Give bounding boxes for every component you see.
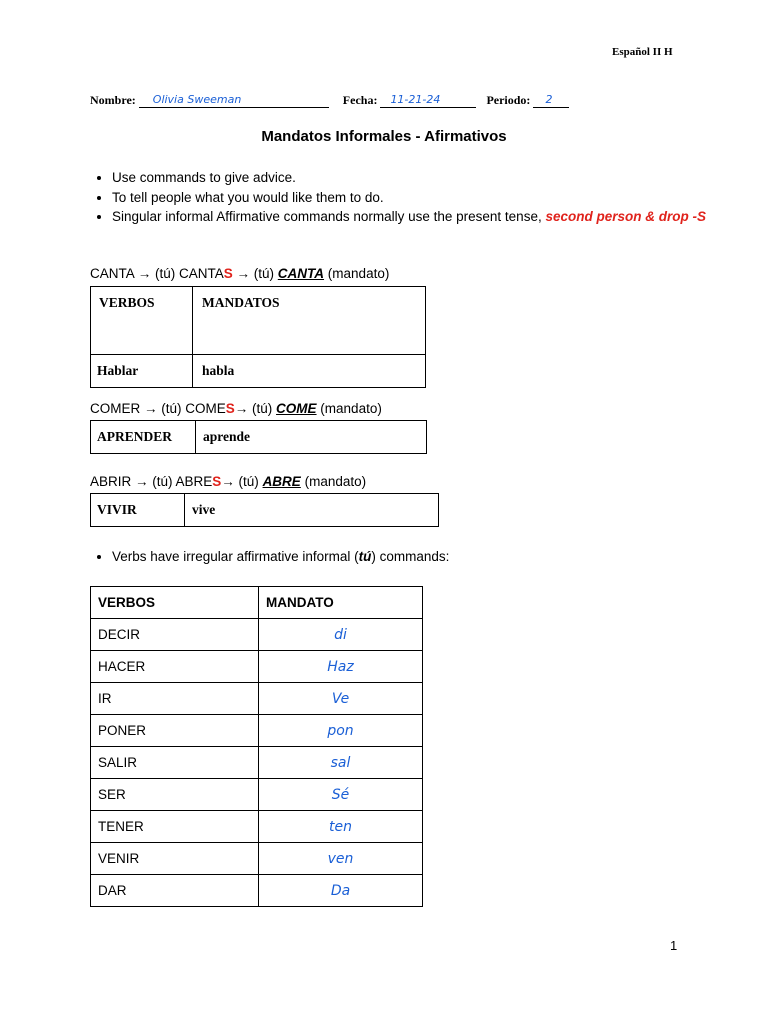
table-cell-verb: PONER — [91, 715, 259, 747]
irregular-commands-table — [90, 586, 423, 907]
example-text: (mandato) — [324, 266, 390, 281]
table-cell-verb: Hablar — [91, 355, 193, 388]
name-field[interactable] — [139, 93, 329, 108]
date-value: 11-21-24 — [390, 93, 441, 106]
example-abrir — [90, 474, 366, 489]
table-cell-verb: VENIR — [91, 843, 259, 875]
dropped-s: S — [225, 401, 235, 416]
table-cell-command: habla — [193, 355, 426, 388]
table-cell-command: di — [259, 619, 423, 651]
bullet-text: ) commands: — [371, 549, 450, 564]
table-cell-command: vive — [185, 494, 439, 527]
bullet-list-irregular — [90, 547, 712, 567]
table-row — [91, 683, 423, 715]
table-row — [91, 875, 423, 907]
table-cell-command: Ve — [259, 683, 423, 715]
info-line — [90, 93, 569, 108]
table-cell-verb: SER — [91, 779, 259, 811]
table-cell-verb: DAR — [91, 875, 259, 907]
command-word: COME — [276, 401, 317, 416]
example-text: (mandato) — [300, 474, 367, 489]
table-cell-command: ten — [259, 811, 423, 843]
verbs-table-1 — [90, 286, 426, 388]
table-cell-verb: HACER — [91, 651, 259, 683]
table-cell-command: sal — [259, 747, 423, 779]
example-text: (mandato) — [316, 401, 382, 416]
bullet-list — [90, 168, 712, 227]
bullet-bold-text: tú — [358, 549, 372, 564]
table-cell-command: aprende — [196, 421, 427, 454]
period-label: Periodo: — [486, 93, 531, 107]
bullet-item — [112, 207, 712, 227]
name-label: Nombre: — [90, 93, 136, 107]
bullet-text: Singular informal Affirmative commands normally use the present tense, — [112, 209, 546, 224]
table-cell-verb: VIVIR — [91, 494, 185, 527]
example-text: ABRIR → (tú) ABRE — [90, 474, 213, 489]
bullet-item: • Use commands to give advice. — [112, 168, 712, 188]
table-header-verbos: VERBOS — [91, 587, 259, 619]
table-cell-verb: DECIR — [91, 619, 259, 651]
date-label: Fecha: — [342, 93, 378, 107]
table-cell-verb: TENER — [91, 811, 259, 843]
period-field[interactable] — [533, 93, 569, 108]
name-value: Olivia Sweeman — [152, 93, 242, 106]
table-cell-command: Haz — [259, 651, 423, 683]
command-word: ABRE — [262, 474, 301, 489]
highlight-text: second person & drop -S — [545, 209, 706, 224]
example-canta — [90, 266, 389, 281]
date-field[interactable] — [380, 93, 476, 108]
table-row — [91, 843, 423, 875]
bullet-item — [112, 547, 712, 567]
table-header-mandatos: MANDATOS — [193, 287, 426, 355]
dropped-s: S — [212, 474, 222, 489]
table-cell-verb: IR — [91, 683, 259, 715]
course-header: Español II H — [612, 46, 673, 58]
table-cell-command: ven — [259, 843, 423, 875]
dropped-s: S — [223, 266, 233, 281]
table-cell-command: Da — [259, 875, 423, 907]
example-text: CANTA → (tú) CANTA — [90, 266, 224, 281]
table-row — [91, 619, 423, 651]
page-title: Mandatos Informales - Afirmativos — [261, 128, 507, 145]
example-text: → (tú) — [221, 474, 263, 489]
table-cell-command: Sé — [259, 779, 423, 811]
command-word: CANTA — [277, 266, 325, 281]
table-cell-verb: SALIR — [91, 747, 259, 779]
example-comer — [90, 401, 382, 416]
page-number: 1 — [670, 938, 678, 953]
table-row — [91, 651, 423, 683]
verbs-table-2 — [90, 420, 427, 454]
table-row — [91, 811, 423, 843]
example-text: → (tú) — [234, 401, 277, 416]
bullet-item: • To tell people what you would like them to do. — [112, 188, 712, 208]
table-header-verbos: VERBOS — [91, 287, 193, 355]
verbs-table-3 — [90, 493, 439, 527]
table-row — [91, 715, 423, 747]
period-value: 2 — [545, 93, 553, 106]
table-row — [91, 747, 423, 779]
table-cell-command: pon — [259, 715, 423, 747]
table-cell-verb: APRENDER — [91, 421, 196, 454]
example-text: COMER → (tú) COME — [90, 401, 226, 416]
example-text: → (tú) — [232, 266, 278, 281]
bullet-text: Verbs have irregular affirmative informal ( — [112, 549, 359, 564]
table-header-mandato: MANDATO — [259, 587, 423, 619]
table-row — [91, 779, 423, 811]
